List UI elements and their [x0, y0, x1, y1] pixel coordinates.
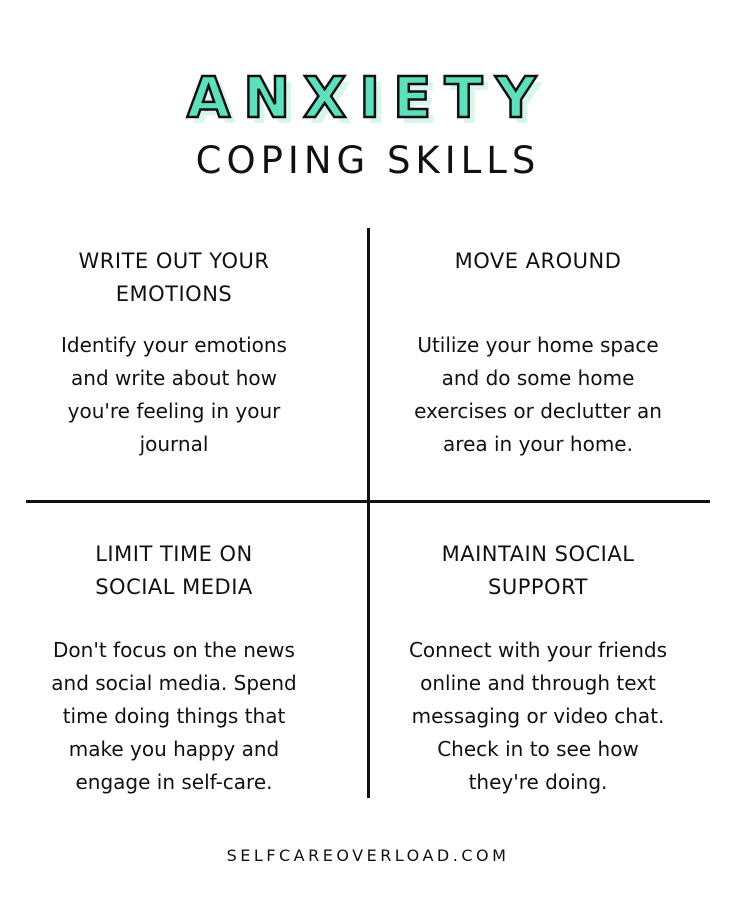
page-subtitle: COPING SKILLS — [195, 139, 541, 182]
skill-heading: LIMIT TIME ON SOCIAL MEDIA — [95, 542, 253, 599]
skill-description: Don't focus on the news and social media. Spend time doing things that make you happy and engage in self-care. — [51, 638, 297, 794]
skill-maintain-support — [370, 538, 706, 799]
skill-heading: MAINTAIN SOCIAL SUPPORT — [441, 542, 635, 599]
horizontal-divider — [26, 500, 710, 503]
skill-description: Identify your emotions and write about how you're feeling in your journal — [61, 333, 287, 456]
skill-move-around — [370, 245, 706, 461]
skill-limit-social-media — [6, 538, 342, 799]
skill-write-emotions — [6, 245, 342, 461]
skill-description: Connect with your friends online and through text messaging or video chat. Check in to see how they're doing. — [408, 638, 668, 794]
page-title: ANXIETY — [186, 66, 550, 131]
footer-website: SELFCAREOVERLOAD.COM — [226, 846, 510, 865]
skill-heading: WRITE OUT YOUR EMOTIONS — [78, 249, 270, 306]
skill-description: Utilize your home space and do some home exercises or declutter an area in your home. — [414, 333, 662, 456]
skill-heading: MOVE AROUND — [454, 249, 622, 273]
